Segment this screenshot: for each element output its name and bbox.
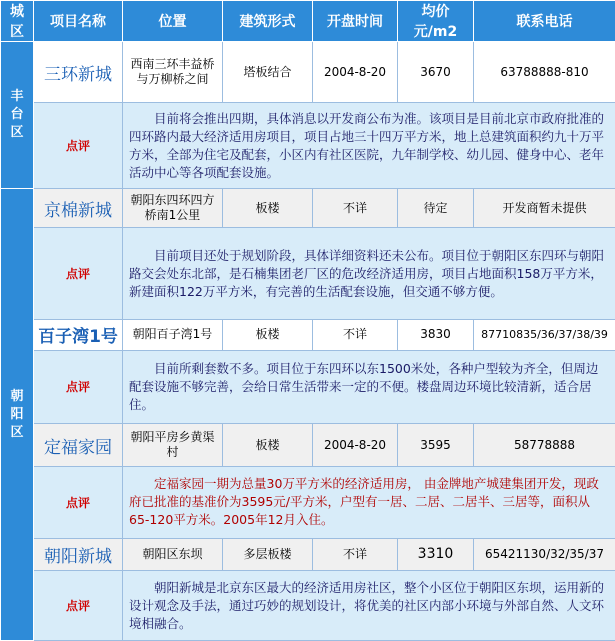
project-open-date: 不详 — [313, 189, 398, 228]
review-row — [1, 571, 615, 641]
project-location: 朝阳平房乡黄渠村 — [123, 424, 223, 467]
review-text: 目前所剩套数不多。项目位于东四环以东1500米处，各种户型较为齐全，但周边配套设施不够完善，会给日常生活带来一定的不便。楼盘周边环境比较清新，适合居住。 — [123, 350, 615, 424]
review-text: 目前将会推出四期，具体消息以开发商公布为准。该项目是目前北京市政府批准的四环路内最大经济适用房项目，项目占地三十四万平方米，地上总建筑面积约九十万平方米，全部为住宅及配套，小区内有社区医院，九年制学校、幼儿园、健身中心、老年活动中心等各项配套设施。 — [123, 103, 615, 189]
review-row — [1, 350, 615, 424]
header-form: 建筑形式 — [223, 1, 313, 42]
project-name: 三环新城 — [34, 42, 123, 103]
review-label: 点评 — [34, 571, 123, 641]
review-label: 点评 — [34, 350, 123, 424]
project-price: 3310 — [398, 538, 474, 571]
project-phone: 87710835/36/37/38/39 — [474, 320, 615, 351]
table-row — [1, 189, 615, 228]
project-price: 3670 — [398, 42, 474, 103]
table-row — [1, 320, 615, 351]
district-cell-fengtai: 丰台区 — [1, 42, 34, 189]
project-open-date: 不详 — [313, 538, 398, 571]
header-location: 位置 — [123, 1, 223, 42]
header-phone: 联系电话 — [474, 1, 615, 42]
review-row — [1, 228, 615, 320]
header-name: 项目名称 — [34, 1, 123, 42]
header-price: 均价元/m2 — [398, 1, 474, 42]
table-row — [1, 424, 615, 467]
review-text: 目前项目还处于规划阶段，具体详细资料还未公布。项目位于朝阳区东四环与朝阳路交会处东北部，是石楠集团老厂区的危改经济适用房，项目占地面积158万平方米，新建面积122万平方米，有完善的生活配套设施，但交通不够方便。 — [123, 228, 615, 320]
project-form: 塔板结合 — [223, 42, 313, 103]
project-price: 3830 — [398, 320, 474, 351]
project-location: 朝阳区东坝 — [123, 538, 223, 571]
table-row — [1, 42, 615, 103]
project-form: 板楼 — [223, 424, 313, 467]
project-form: 板楼 — [223, 320, 313, 351]
header-district: 城区 — [1, 1, 34, 42]
project-location: 朝阳东四环四方桥南1公里 — [123, 189, 223, 228]
project-form: 板楼 — [223, 189, 313, 228]
district-cell-chaoyang: 朝阳区 — [1, 189, 34, 641]
review-text: 朝阳新城是北京东区最大的经济适用房社区，整个小区位于朝阳区东坝，运用新的设计观念及手法，通过巧妙的规划设计，将优美的社区内部小环境与外部自然、人文环境相融合。 — [123, 571, 615, 641]
project-price: 3595 — [398, 424, 474, 467]
project-phone: 63788888-810 — [474, 42, 615, 103]
review-row — [1, 467, 615, 539]
project-open-date: 2004-8-20 — [313, 42, 398, 103]
project-name: 京棉新城 — [34, 189, 123, 228]
project-price: 待定 — [398, 189, 474, 228]
project-name: 朝阳新城 — [34, 538, 123, 571]
project-location: 朝阳百子湾1号 — [123, 320, 223, 351]
project-location: 西南三环丰益桥与万柳桥之间 — [123, 42, 223, 103]
project-open-date: 2004-8-20 — [313, 424, 398, 467]
project-phone: 开发商暂未提供 — [474, 189, 615, 228]
review-label: 点评 — [34, 228, 123, 320]
project-name: 定福家园 — [34, 424, 123, 467]
project-open-date: 不详 — [313, 320, 398, 351]
review-row — [1, 103, 615, 189]
review-text: 定福家园一期为总量30万平方米的经济适用房， 由金牌地产城建集团开发，现政府已批准的基准价为3595元/平方米，户型有一居、二居、二居半、三居等，面积从65-120平方米。2005年12月入住。 — [123, 467, 615, 539]
project-phone: 58778888 — [474, 424, 615, 467]
project-phone: 65421130/32/35/37 — [474, 538, 615, 571]
review-label: 点评 — [34, 103, 123, 189]
header-open: 开盘时间 — [313, 1, 398, 42]
header-row — [1, 1, 615, 42]
project-form: 多层板楼 — [223, 538, 313, 571]
review-label: 点评 — [34, 467, 123, 539]
table-row — [1, 538, 615, 571]
project-name: 百子湾1号 — [34, 320, 123, 351]
